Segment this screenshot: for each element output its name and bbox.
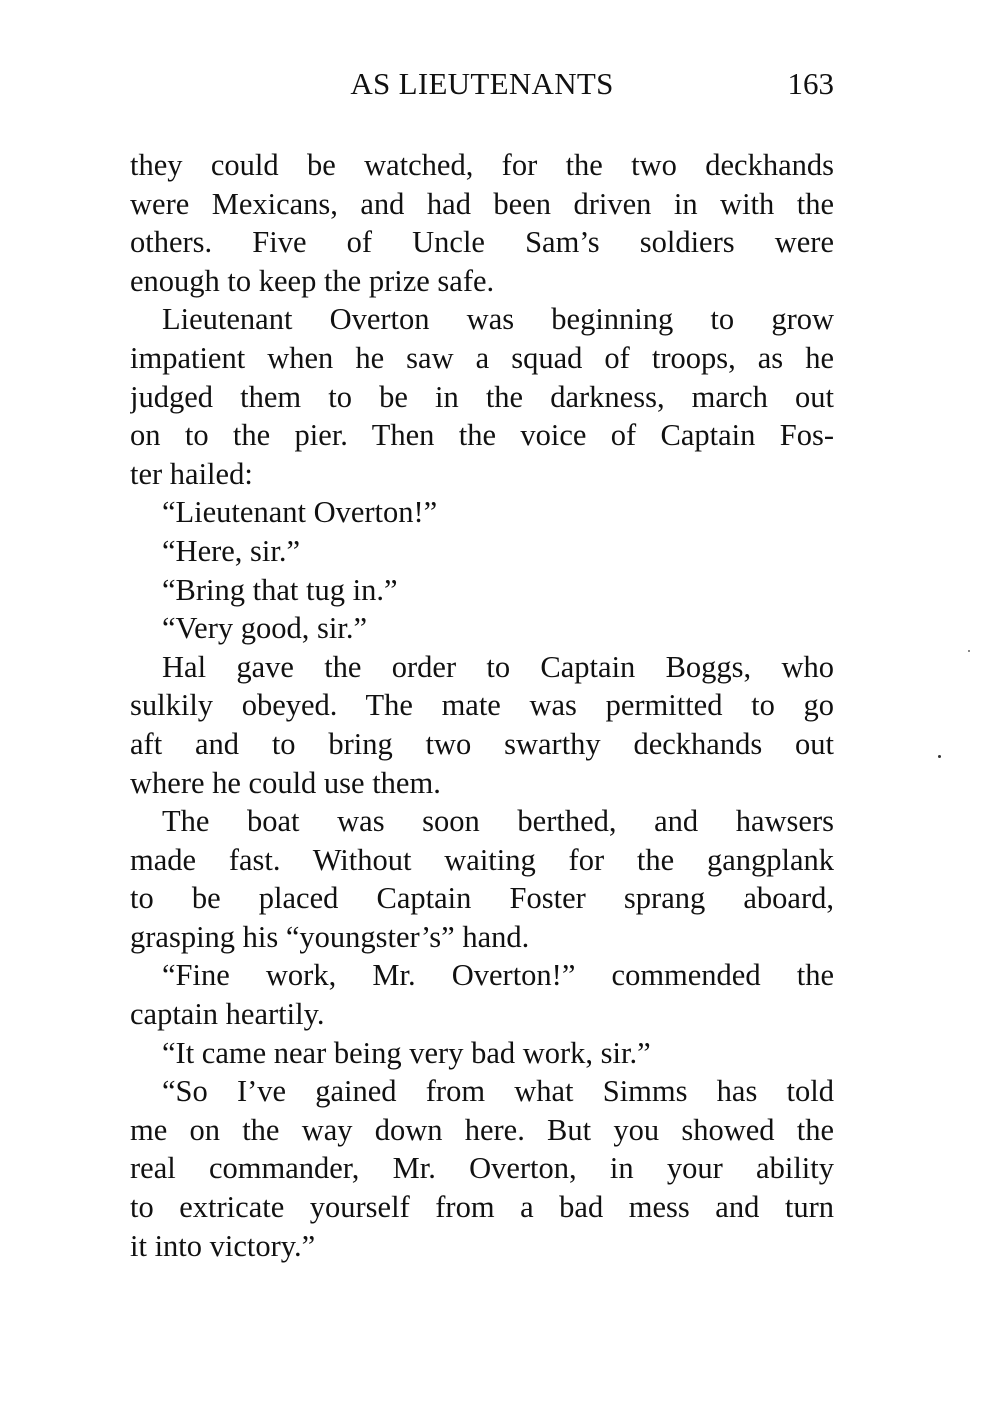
text-line: ter hailed: [130, 456, 253, 491]
paragraph [130, 571, 834, 610]
text-line: “Lieutenant Overton!” [162, 495, 438, 530]
paragraph [130, 532, 834, 571]
text-line: to be placed Captain Foster sprang aboard, [130, 881, 834, 916]
text-line: The boat was soon berthed, and hawsers [162, 804, 834, 839]
text-line: impatient when he saw a squad of troops, as he [130, 340, 834, 375]
text-line: to extricate yourself from a bad mess and turn [130, 1190, 834, 1225]
text-line: on to the pier. Then the voice of Captain Fos- [130, 418, 834, 453]
text-line: Lieutenant Overton was beginning to grow [162, 302, 834, 337]
paragraph [130, 1034, 834, 1073]
running-head [130, 62, 834, 106]
text-line: judged them to be in the darkness, march out [130, 379, 834, 414]
text-line: it into victory.” [130, 1228, 316, 1263]
text-line: “Here, sir.” [162, 533, 301, 568]
paragraph [130, 609, 834, 648]
text-line: “Very good, sir.” [162, 611, 367, 646]
text-line: made fast. Without waiting for the gangplank [130, 842, 834, 877]
running-title: AS LIEUTENANTS [350, 66, 614, 101]
text-line: they could be watched, for the two deckhands [130, 148, 834, 182]
print-speck [968, 650, 970, 652]
text-line: grasping his “youngster’s” hand. [130, 919, 530, 954]
text-line: “It came near being very bad work, sir.” [162, 1035, 651, 1070]
text-line: captain heartily. [130, 997, 325, 1032]
text-line: enough to keep the prize safe. [130, 263, 495, 298]
paragraph [130, 956, 834, 1033]
text-line: me on the way down here. But you showed the [130, 1112, 834, 1147]
text-line: “Bring that tug in.” [162, 572, 398, 607]
paragraph [130, 1072, 834, 1265]
text-line: “So I’ve gained from what Simms has told [162, 1074, 834, 1109]
print-speck [938, 755, 941, 758]
text-line: were Mexicans, and had been driven in with the [130, 186, 834, 221]
text-line: aft and to bring two swarthy deckhands out [130, 726, 834, 761]
paragraph [130, 300, 834, 493]
text-line: Hal gave the order to Captain Boggs, who [162, 649, 834, 684]
text-line: “Fine work, Mr. Overton!” commended the [162, 958, 834, 993]
text-line: where he could use them. [130, 765, 441, 800]
page-number: 163 [787, 66, 834, 101]
text-line: others. Five of Uncle Sam’s soldiers were [130, 225, 834, 260]
text-line: sulkily obeyed. The mate was permitted to go [130, 688, 834, 723]
paragraph [130, 493, 834, 532]
paragraph [130, 146, 834, 300]
text-line: real commander, Mr. Overton, in your ability [130, 1151, 834, 1186]
paragraph [130, 802, 834, 956]
body-text [130, 146, 834, 1265]
paragraph [130, 648, 834, 802]
